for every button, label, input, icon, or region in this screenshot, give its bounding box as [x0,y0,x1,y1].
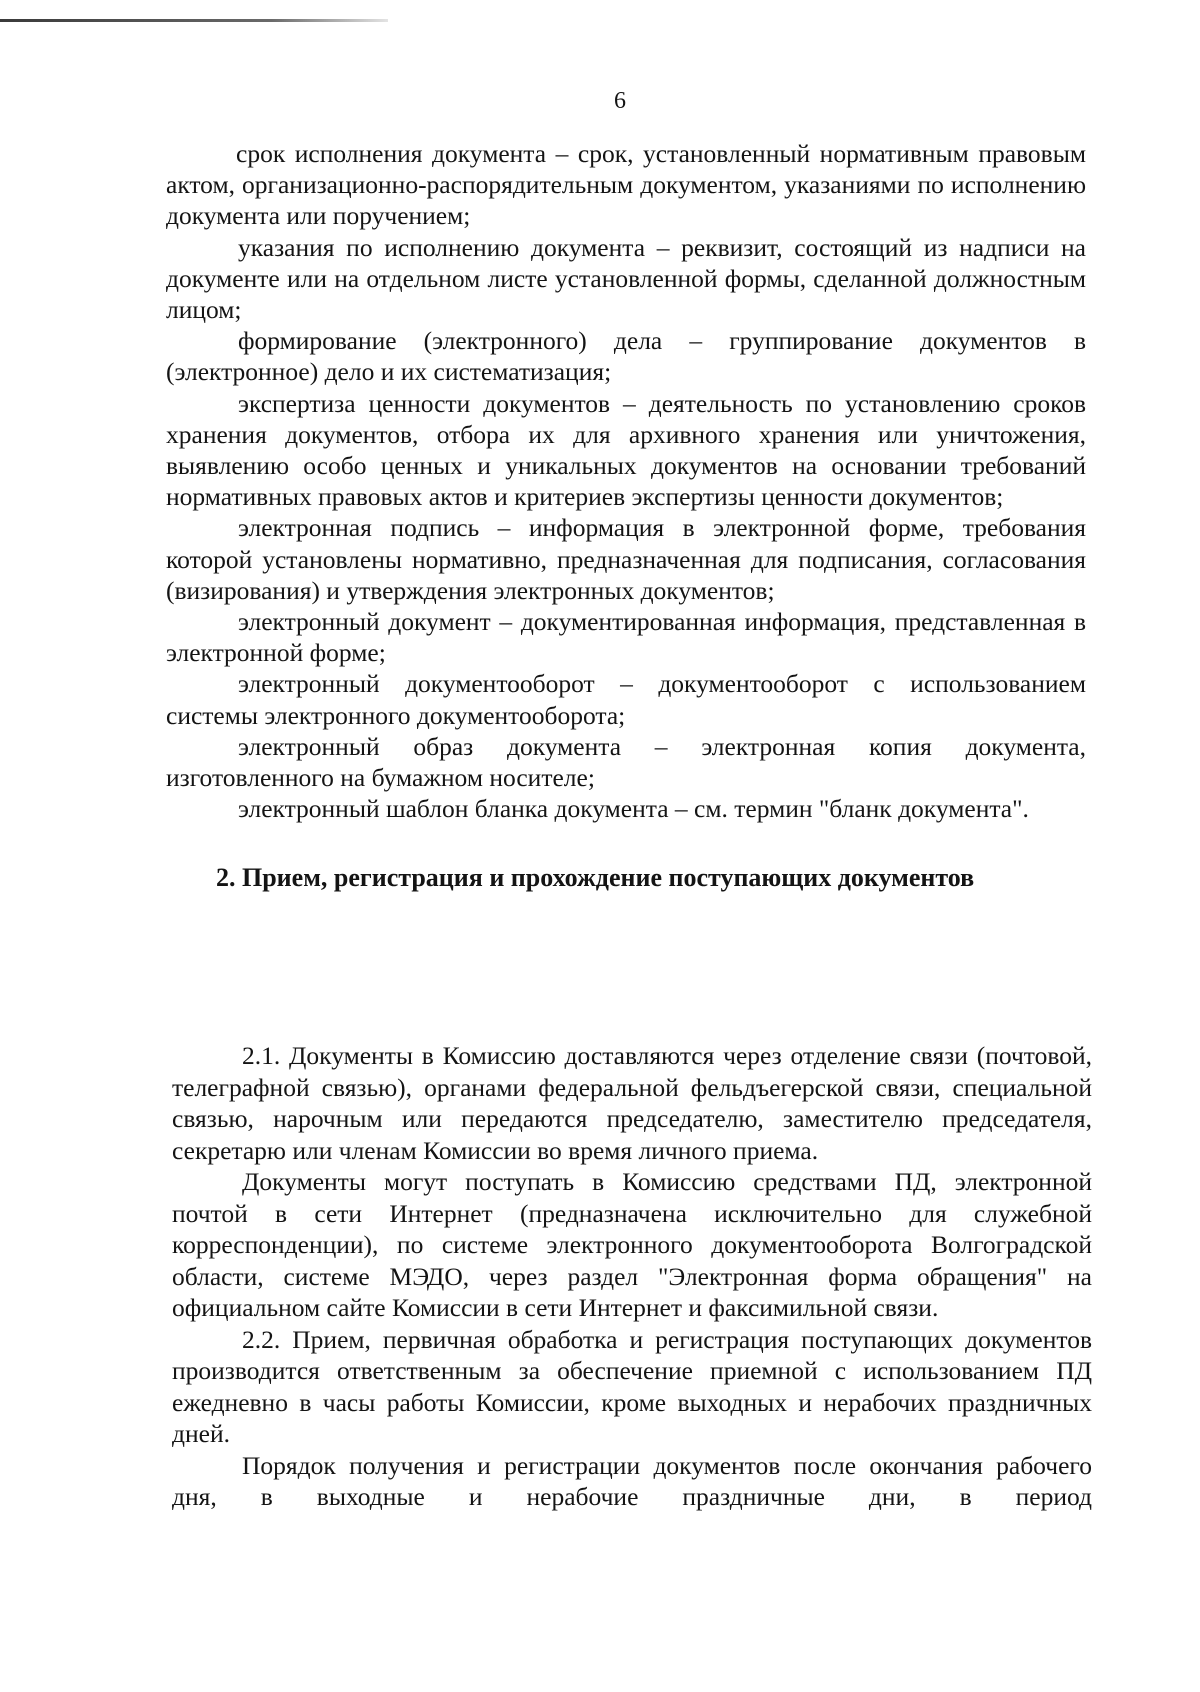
section-paragraph: 2.1. Документы в Комиссию доставляются через отделение связи (почтовой, телеграфной связью), органами федеральной фельдъегерской связи, специальной связью, нарочным или передаются председателю, заместителю председателя, секретарю или членам Комиссии во время личного приема. [172,1041,1092,1165]
definition-paragraph: электронная подпись – информация в электронной форме, требования которой установлены нормативно, предназначенная для подписания, согласования (визирования) и утверждения электронных документов; [166,513,1086,605]
section-paragraph: 2.2. Прием, первичная обработка и регистрация поступающих документов производится ответственным за обеспечение приемной с использованием ПД ежедневно в часы работы Комиссии, кроме выходных и нерабочих праздничных дней. [172,1324,1092,1448]
scan-edge-line [0,19,388,22]
page-number: 6 [614,88,626,114]
section-body [172,1040,1092,1513]
section-paragraph: Документы могут поступать в Комиссию средствами ПД, электронной почтой в сети Интернет (предназначена исключительно для служебной корреспонденции), по системе электронного документооборота Волгоградской области, системе МЭДО, через раздел "Электронная форма обращения" на официальном сайте Комиссии в сети Интернет и факсимильной связи. [172,1167,1092,1322]
definition-paragraph: срок исполнения документа – срок, установленный нормативным правовым актом, организационно-распорядительным документом, указаниями по исполнению документа или поручением; [166,139,1086,231]
definition-paragraph: электронный шаблон бланка документа – см. термин "бланк документа". [238,794,1029,824]
definition-paragraph: электронный документ – документированная информация, представленная в электронной форме; [166,607,1086,668]
definitions-block [166,138,1086,929]
definition-paragraph: формирование (электронного) дела – группирование документов в (электронное) дело и их систематизация; [166,326,1086,387]
definition-paragraph: указания по исполнению документа – реквизит, состоящий из надписи на документе или на отдельном листе установленной формы, сделанной должностным лицом; [166,232,1086,325]
definition-paragraph: электронный документооборот – документооборот с использованием системы электронного документооборота; [166,669,1086,730]
section-heading: 2. Прием, регистрация и прохождение поступающих документов [216,863,975,893]
section-paragraph: Порядок получения и регистрации документов после окончания рабочего дня, в выходные и нерабочие праздничные дни, в период [172,1450,1092,1511]
definition-paragraph: экспертиза ценности документов – деятельность по установлению сроков хранения документов, отбора их для архивного хранения или уничтожения, выявлению особо ценных и уникальных документов на основании требований нормативных правовых актов и критериев экспертизы ценности документов; [166,388,1086,512]
definition-paragraph: электронный образ документа – электронная копия документа, изготовленного на бумажном носителе; [166,731,1086,793]
